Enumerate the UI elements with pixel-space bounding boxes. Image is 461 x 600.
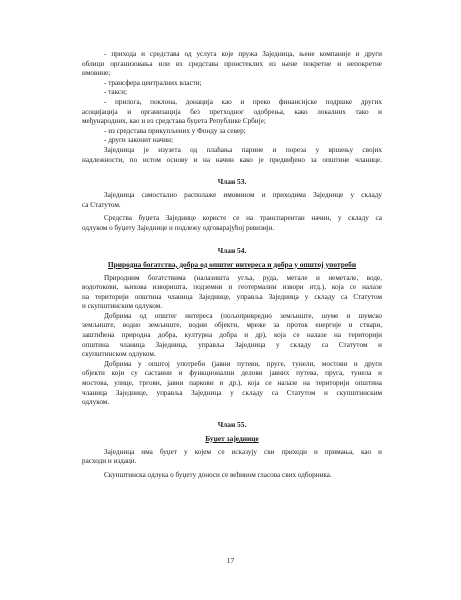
text-line: скупштинском одлуком. <box>82 350 156 359</box>
text-line: Природним богатствима (налазишта угља, руда, метале и неметале, воде, <box>104 273 382 282</box>
text-line: са Статутом. <box>82 200 121 209</box>
page-number: 17 <box>226 556 235 565</box>
text-line: облици организовања или из средстава проистеклих из њене покретне и непокретне <box>82 59 382 68</box>
text-line: одлуком о буџету Заједнице и подлежу одговарајућој ревизији. <box>82 223 275 232</box>
article-54-paragraph-2 <box>82 312 382 360</box>
text-line: Заједница има буџет у којем се исказују сви приходи и примања, као и <box>104 447 382 456</box>
text-line: - прихода и средстава од услуга које пружа Заједница, њене компаније и други <box>104 50 382 58</box>
article-55-subtitle: Буџет заједнице <box>205 433 259 443</box>
text-line: - трансфера централних власти; <box>104 78 202 87</box>
article-54-paragraph-3 <box>82 360 382 408</box>
text-line: Заједница самостално располаже имовином и приходима Заједнице у складу <box>104 191 382 200</box>
article-53-paragraph-1 <box>82 191 382 210</box>
text-line: Скупштинска одлука о буџету доноси се већином гласова свих одборника. <box>104 471 332 479</box>
text-line: међународних, као и из средстава буџета Републике Србије; <box>82 117 266 126</box>
text-line: водотокови, њихова изворишта, подземни и геотермални извори итд.), која се налазе <box>82 283 382 292</box>
page-content <box>82 50 382 481</box>
text-line: - прилога, поклона, донација као и преко финансијске подршке других <box>104 97 382 106</box>
text-line: земљиште, водно земљиште, водни објекти, мреже за проток енергије и ствари, <box>82 321 382 330</box>
text-line: расходи и издаци. <box>82 457 137 466</box>
revenue-sources-block <box>82 50 382 165</box>
article-55-title: Члан 55. <box>217 419 247 429</box>
article-54-subtitle: Природна богатства, добра од општег интереса и добра у општој употреби <box>107 259 357 269</box>
article-55-paragraph-1 <box>82 448 382 467</box>
text-line: надлежности, по истом основу и на начин како је предвиђено за општине чланице. <box>82 155 382 164</box>
text-line: - такси; <box>104 88 127 97</box>
text-line: - други законит начин; <box>104 136 173 145</box>
text-line: асоцијација и организација без претходног одобрења, како локалних тако и <box>82 107 382 116</box>
text-line: општина чланица Заједница, управља Заједница у складу са Статутом и <box>82 340 382 349</box>
text-line: на територији општина чланица Заједнице, управља Заједница у складу са Статутом <box>82 292 382 301</box>
text-line: одлуком. <box>82 398 110 407</box>
text-line: заштићена природна добра, културна добра и др), која се налазе на територији <box>82 331 382 340</box>
text-line: и скупштинским одлуком. <box>82 302 163 311</box>
text-line: Добрима у општој употреби (јавни путеви, пруге, тунели, мостови и други <box>104 359 382 368</box>
article-54-title: Члан 54. <box>217 245 247 255</box>
text-line: мостова, улице, тргови, јавни паркови и др.), која се налазе на територији општина <box>82 379 382 388</box>
text-line: - из средстава прикупљених у Фонду за север; <box>104 126 246 135</box>
text-line: чланица Заједнице, управља Заједница у складу са Статутом и скупштинским <box>82 388 382 397</box>
text-line: Заједница је изузета од плаћања парине и пореза у вршењу својих <box>104 145 382 154</box>
article-55-paragraph-2 <box>82 471 382 481</box>
text-line: објекти који су саставни и функционални делови јавних путева, пруга, тунела и <box>82 369 382 378</box>
text-line: Добрима од општег интереса (пољопривредно земљиште, шуме и шумско <box>104 311 382 320</box>
article-53-paragraph-2 <box>82 214 382 233</box>
text-line: имовине; <box>82 69 111 78</box>
article-53-title: Члан 53. <box>217 177 247 187</box>
text-line: Средства буџета Заједнице користе се на транспарентан начин, у складу са <box>104 214 382 223</box>
article-54-paragraph-1 <box>82 274 382 312</box>
